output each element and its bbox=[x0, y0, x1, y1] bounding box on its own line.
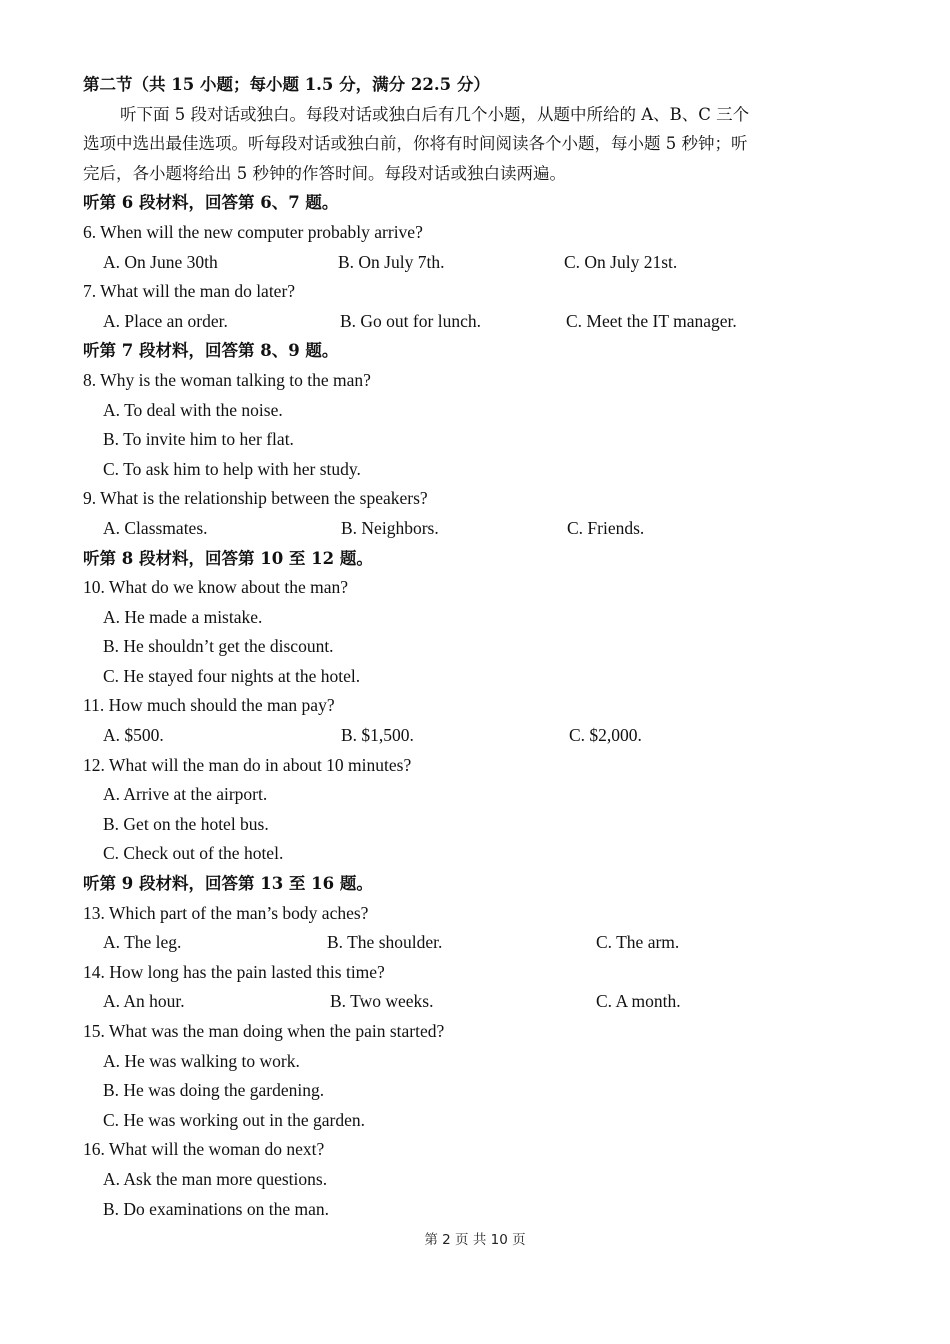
question-text: 14. How long has the pain lasted this time? bbox=[83, 961, 385, 982]
question-text: 10. What do we know about the man? bbox=[83, 577, 349, 598]
option: B. The shoulder. bbox=[327, 932, 443, 953]
option: A. Classmates. bbox=[103, 517, 208, 538]
option: B. He was doing the gardening. bbox=[103, 1080, 325, 1101]
option: C. He was working out in the garden. bbox=[103, 1109, 365, 1130]
option: B. Get on the hotel bus. bbox=[103, 813, 269, 834]
option: A. The leg. bbox=[103, 932, 182, 953]
option: C. $2,000. bbox=[569, 725, 642, 746]
option-row bbox=[83, 514, 873, 544]
option: A. To deal with the noise. bbox=[103, 399, 283, 420]
question-text: 16. What will the woman do next? bbox=[83, 1139, 325, 1160]
option: B. On July 7th. bbox=[338, 251, 445, 272]
option-row bbox=[83, 721, 873, 751]
option: C. Friends. bbox=[567, 517, 645, 538]
option-row bbox=[83, 987, 873, 1017]
instruction-line: 听下面 5 段对话或独白。每段对话或独白后有几个小题，从题中所给的 A、B、C 三个 bbox=[120, 104, 750, 124]
instruction-line: 选项中选出最佳选项。听每段对话或独白前，你将有时间阅读各个小题，每小题 5 秒钟；听 bbox=[83, 134, 748, 154]
exam-page bbox=[83, 70, 873, 1224]
option: C. On July 21st. bbox=[564, 251, 678, 272]
group-heading: 听第 6 段材料，回答第 6、7 题。 bbox=[83, 193, 339, 213]
option: A. $500. bbox=[103, 725, 164, 746]
option: B. Do examinations on the man. bbox=[103, 1198, 330, 1219]
question-text: 13. Which part of the man’s body aches? bbox=[83, 902, 369, 923]
option: C. He stayed four nights at the hotel. bbox=[103, 665, 361, 686]
option: C. A month. bbox=[596, 991, 681, 1012]
question-text: 7. What will the man do later? bbox=[83, 281, 296, 302]
option-row bbox=[83, 248, 873, 278]
option: B. $1,500. bbox=[341, 725, 414, 746]
question-text: 11. How much should the man pay? bbox=[83, 695, 335, 716]
option: A. He made a mistake. bbox=[103, 606, 263, 627]
option: A. An hour. bbox=[103, 991, 185, 1012]
option: B. Go out for lunch. bbox=[340, 310, 481, 331]
question-text: 6. When will the new computer probably arrive? bbox=[83, 221, 423, 242]
question-text: 9. What is the relationship between the speakers? bbox=[83, 488, 428, 509]
question-text: 8. Why is the woman talking to the man? bbox=[83, 369, 371, 390]
option: B. Two weeks. bbox=[330, 991, 434, 1012]
section-header: 第二节（共 15 小题；每小题 1.5 分，满分 22.5 分） bbox=[83, 75, 490, 94]
option: C. To ask him to help with her study. bbox=[103, 458, 361, 479]
option: B. To invite him to her flat. bbox=[103, 429, 294, 450]
option: C. Check out of the hotel. bbox=[103, 843, 284, 864]
group-heading: 听第 9 段材料，回答第 13 至 16 题。 bbox=[83, 874, 373, 894]
option: A. Arrive at the airport. bbox=[103, 784, 268, 805]
option: A. He was walking to work. bbox=[103, 1050, 300, 1071]
option: B. Neighbors. bbox=[341, 517, 439, 538]
group-heading: 听第 7 段材料，回答第 8、9 题。 bbox=[83, 341, 339, 361]
option: A. On June 30th bbox=[103, 251, 218, 272]
question-text: 15. What was the man doing when the pain started? bbox=[83, 1021, 445, 1041]
instruction-line: 完后，各小题将给出 5 秒钟的作答时间。每段对话或独白读两遍。 bbox=[83, 163, 566, 183]
option: A. Ask the man more questions. bbox=[103, 1168, 328, 1189]
option: C. Meet the IT manager. bbox=[566, 310, 737, 331]
option: B. He shouldn’t get the discount. bbox=[103, 636, 334, 657]
option: A. Place an order. bbox=[103, 310, 228, 331]
question-text: 12. What will the man do in about 10 minutes? bbox=[83, 754, 412, 775]
option-row bbox=[83, 307, 873, 337]
page-footer: 第 2 页 共 10 页 bbox=[424, 1232, 526, 1248]
option-row bbox=[83, 928, 873, 958]
option: C. The arm. bbox=[596, 932, 680, 953]
group-heading: 听第 8 段材料，回答第 10 至 12 题。 bbox=[83, 548, 373, 568]
